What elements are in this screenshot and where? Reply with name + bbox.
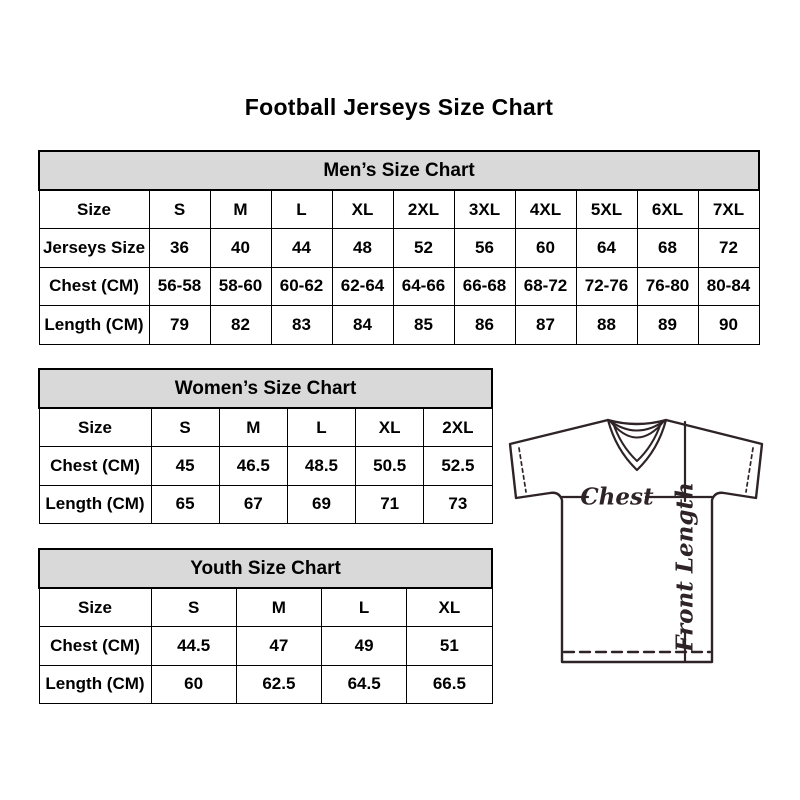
value-cell: 64.5 xyxy=(322,665,407,704)
value-cell: 56-58 xyxy=(149,267,210,306)
size-table xyxy=(38,368,493,524)
table-row xyxy=(39,306,759,345)
value-cell: S xyxy=(149,190,210,229)
table-row xyxy=(39,485,492,524)
value-cell: XL xyxy=(407,588,492,627)
collar-v-neck-inner xyxy=(613,423,661,461)
table-row xyxy=(39,447,492,486)
value-cell: 60 xyxy=(151,665,236,704)
value-cell: 73 xyxy=(424,485,492,524)
size-table xyxy=(38,150,760,345)
value-cell: 6XL xyxy=(637,190,698,229)
value-cell: 44 xyxy=(271,229,332,268)
sleeve-stitch-right xyxy=(746,448,753,492)
value-cell: 76-80 xyxy=(637,267,698,306)
value-cell: 60 xyxy=(515,229,576,268)
value-cell: 7XL xyxy=(698,190,759,229)
value-cell: XL xyxy=(332,190,393,229)
value-cell: 66-68 xyxy=(454,267,515,306)
row-label-cell: Chest (CM) xyxy=(39,447,151,486)
row-label-cell: Chest (CM) xyxy=(39,267,149,306)
value-cell: 66.5 xyxy=(407,665,492,704)
value-cell: S xyxy=(151,588,236,627)
value-cell: 46.5 xyxy=(219,447,287,486)
value-cell: 89 xyxy=(637,306,698,345)
table-row xyxy=(39,627,492,666)
value-cell: 86 xyxy=(454,306,515,345)
value-cell: 45 xyxy=(151,447,219,486)
value-cell: 50.5 xyxy=(356,447,424,486)
value-cell: M xyxy=(219,408,287,447)
row-label-cell: Length (CM) xyxy=(39,665,151,704)
value-cell: L xyxy=(271,190,332,229)
row-label-cell: Size xyxy=(39,190,149,229)
value-cell: 52 xyxy=(393,229,454,268)
value-cell: 49 xyxy=(322,627,407,666)
jersey-measurement-diagram xyxy=(500,404,772,676)
value-cell: 64 xyxy=(576,229,637,268)
value-cell: 52.5 xyxy=(424,447,492,486)
value-cell: 2XL xyxy=(393,190,454,229)
table-row xyxy=(39,665,492,704)
value-cell: 87 xyxy=(515,306,576,345)
table-title: Youth Size Chart xyxy=(39,549,492,588)
size-table xyxy=(38,548,493,704)
value-cell: 72-76 xyxy=(576,267,637,306)
value-cell: M xyxy=(236,588,321,627)
table-header-row xyxy=(39,549,492,588)
value-cell: S xyxy=(151,408,219,447)
row-label-cell: Length (CM) xyxy=(39,485,151,524)
page-title: Football Jerseys Size Chart xyxy=(244,94,554,120)
value-cell: 83 xyxy=(271,306,332,345)
jersey-outline xyxy=(510,420,762,662)
value-cell: 68-72 xyxy=(515,267,576,306)
value-cell: 48.5 xyxy=(287,447,355,486)
value-cell: 85 xyxy=(393,306,454,345)
value-cell: 67 xyxy=(219,485,287,524)
value-cell: L xyxy=(287,408,355,447)
youth-size-chart-table xyxy=(38,548,493,704)
value-cell: 84 xyxy=(332,306,393,345)
value-cell: 51 xyxy=(407,627,492,666)
value-cell: 62.5 xyxy=(236,665,321,704)
table-row xyxy=(39,588,492,627)
value-cell: 58-60 xyxy=(210,267,271,306)
value-cell: 2XL xyxy=(424,408,492,447)
chest-measure-label: Chest xyxy=(580,483,654,511)
value-cell: 69 xyxy=(287,485,355,524)
value-cell: 71 xyxy=(356,485,424,524)
value-cell: 68 xyxy=(637,229,698,268)
table-row xyxy=(39,190,759,229)
value-cell: 62-64 xyxy=(332,267,393,306)
value-cell: 82 xyxy=(210,306,271,345)
value-cell: 72 xyxy=(698,229,759,268)
value-cell: XL xyxy=(356,408,424,447)
value-cell: 60-62 xyxy=(271,267,332,306)
table-row xyxy=(39,408,492,447)
value-cell: 40 xyxy=(210,229,271,268)
value-cell: 3XL xyxy=(454,190,515,229)
value-cell: 48 xyxy=(332,229,393,268)
table-header-row xyxy=(39,151,759,190)
value-cell: 80-84 xyxy=(698,267,759,306)
front-length-measure-label: Front Length xyxy=(671,482,699,652)
value-cell: M xyxy=(210,190,271,229)
row-label-cell: Size xyxy=(39,588,151,627)
value-cell: 56 xyxy=(454,229,515,268)
row-label-cell: Jerseys Size xyxy=(39,229,149,268)
table-header-row xyxy=(39,369,492,408)
value-cell: 36 xyxy=(149,229,210,268)
value-cell: 65 xyxy=(151,485,219,524)
row-label-cell: Length (CM) xyxy=(39,306,149,345)
sleeve-stitch-left xyxy=(519,448,526,492)
table-row xyxy=(39,229,759,268)
row-label-cell: Chest (CM) xyxy=(39,627,151,666)
value-cell: 44.5 xyxy=(151,627,236,666)
value-cell: 79 xyxy=(149,306,210,345)
value-cell: 5XL xyxy=(576,190,637,229)
value-cell: 47 xyxy=(236,627,321,666)
mens-size-chart-table xyxy=(38,150,760,345)
table-title: Women’s Size Chart xyxy=(39,369,492,408)
value-cell: L xyxy=(322,588,407,627)
value-cell: 64-66 xyxy=(393,267,454,306)
womens-size-chart-table xyxy=(38,368,493,524)
table-title: Men’s Size Chart xyxy=(39,151,759,190)
value-cell: 88 xyxy=(576,306,637,345)
value-cell: 4XL xyxy=(515,190,576,229)
table-row xyxy=(39,267,759,306)
row-label-cell: Size xyxy=(39,408,151,447)
value-cell: 90 xyxy=(698,306,759,345)
